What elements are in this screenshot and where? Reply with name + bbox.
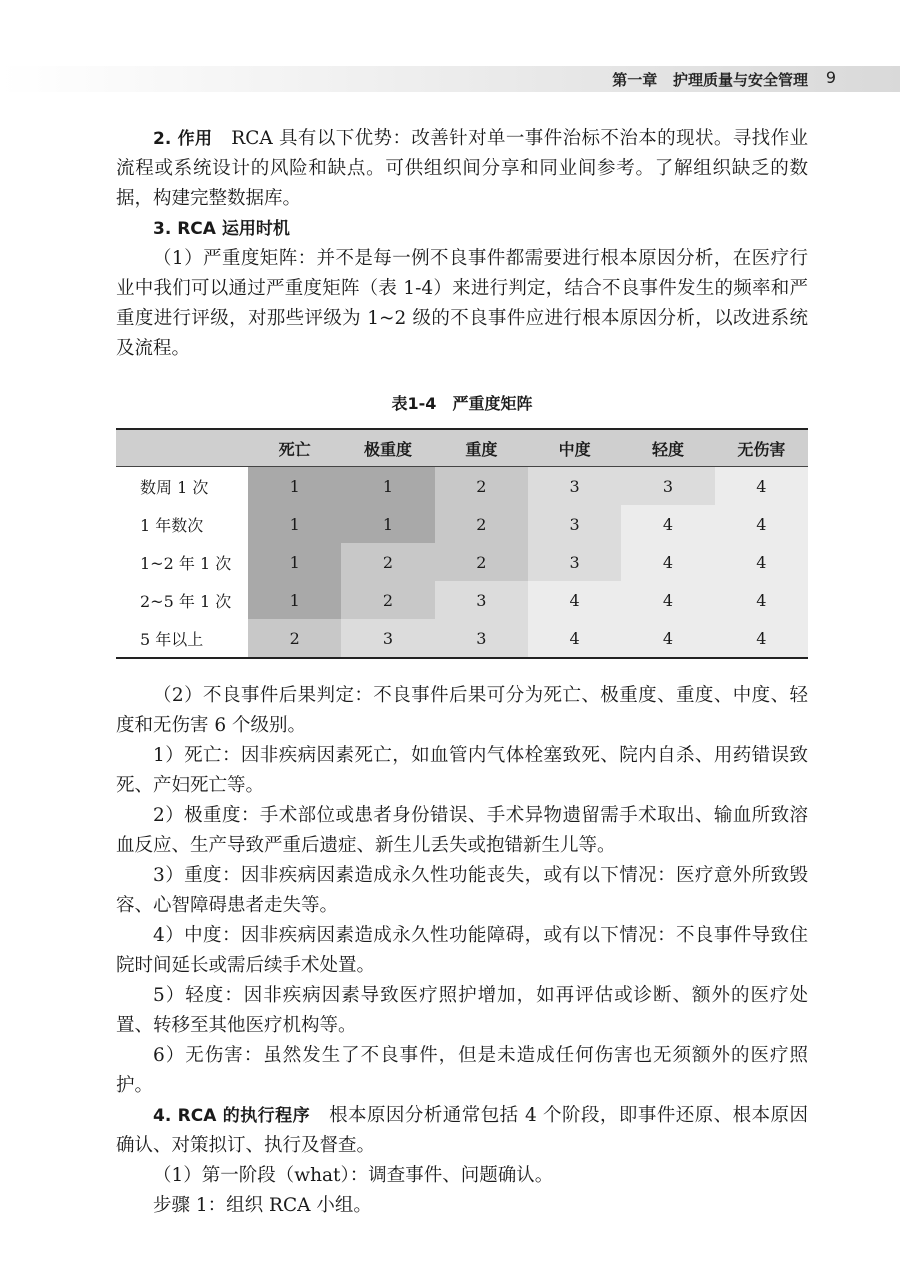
table-corner-cell <box>116 429 248 467</box>
severity-cell: 1 <box>248 581 341 619</box>
running-header <box>612 69 808 90</box>
severity-cell: 3 <box>528 543 621 581</box>
chapter-title: 护理质量与安全管理 <box>672 71 808 89</box>
severity-cell: 4 <box>621 543 714 581</box>
page-body <box>116 124 808 1221</box>
table-header-row <box>116 429 808 467</box>
outcome-item-moderate: 4）中度：因非疾病因素造成永久性功能障碍，或有以下情况：不良事件导致住院时间延长或需后续手术处置。 <box>116 925 808 976</box>
table-row <box>116 581 808 619</box>
section-2-heading: 2. 作用 <box>153 129 213 149</box>
severity-cell: 2 <box>341 543 434 581</box>
column-header: 极重度 <box>363 439 412 459</box>
column-header: 死亡 <box>278 439 311 459</box>
column-header: 重度 <box>465 439 498 459</box>
severity-cell: 1 <box>341 505 434 543</box>
severity-cell: 4 <box>715 505 808 543</box>
page-number: 9 <box>825 68 836 87</box>
severity-cell: 2 <box>435 543 528 581</box>
row-label: 1 年数次 <box>116 505 248 543</box>
outcome-item-severe: 3）重度：因非疾病因素造成永久性功能丧失，或有以下情况：医疗意外所致毁容、心智障碍患者走失等。 <box>116 865 808 916</box>
severity-cell: 4 <box>715 543 808 581</box>
severity-cell: 2 <box>435 467 528 506</box>
severity-cell: 4 <box>528 581 621 619</box>
column-header: 无伤害 <box>737 439 786 459</box>
section-2-text: RCA 具有以下优势：改善针对单一事件治标不治本的现状。寻找作业流程或系统设计的风险和缺点。可供组织间分享和同业间参考。了解组织缺乏的数据，构建完整数据库。 <box>116 128 808 209</box>
severity-cell: 4 <box>715 619 808 658</box>
table-row <box>116 543 808 581</box>
severity-cell: 4 <box>715 581 808 619</box>
column-header: 中度 <box>558 439 591 459</box>
row-label: 1~2 年 1 次 <box>116 543 248 581</box>
section-3-heading: 3. RCA 运用时机 <box>153 219 290 239</box>
step-1-line: 步骤 1：组织 RCA 小组。 <box>153 1195 372 1216</box>
chapter-label: 第一章 <box>612 71 658 89</box>
column-header: 轻度 <box>651 439 684 459</box>
severity-cell: 3 <box>435 581 528 619</box>
severity-cell: 3 <box>341 619 434 658</box>
severity-cell: 4 <box>528 619 621 658</box>
severity-cell: 4 <box>715 467 808 506</box>
severity-cell: 3 <box>621 467 714 506</box>
severity-cell: 1 <box>341 467 434 506</box>
severity-cell: 1 <box>248 543 341 581</box>
severity-matrix-table <box>116 428 808 659</box>
severity-cell: 4 <box>621 505 714 543</box>
section-4-paragraph <box>116 1101 808 1161</box>
severity-cell: 1 <box>248 467 341 506</box>
section-2-paragraph <box>116 124 808 214</box>
phase-1-line: （1）第一阶段（what）：调查事件、问题确认。 <box>153 1165 554 1186</box>
table-caption: 表1-4 严重度矩阵 <box>391 394 533 413</box>
severity-cell: 3 <box>435 619 528 658</box>
severity-cell: 2 <box>435 505 528 543</box>
severity-cell: 3 <box>528 505 621 543</box>
table-row <box>116 619 808 658</box>
outcome-item-extreme: 2）极重度：手术部位或患者身份错误、手术异物遗留需手术取出、输血所致溶血反应、生产导致严重后遗症、新生儿丢失或抱错新生儿等。 <box>116 805 808 856</box>
row-label: 5 年以上 <box>116 619 248 658</box>
section-3-paragraph-1: （1）严重度矩阵：并不是每一例不良事件都需要进行根本原因分析，在医疗行业中我们可以通过严重度矩阵（表 1-4）来进行判定，结合不良事件发生的频率和严重度进行评级，对那些评级为 1~2 级的不良事件应进行根本原因分析，以改进系统及流程。 <box>116 248 808 359</box>
row-label: 2~5 年 1 次 <box>116 581 248 619</box>
section-4-text: 根本原因分析通常包括 4 个阶段，即事件还原、根本原因确认、对策拟订、执行及督查。 <box>116 1105 808 1156</box>
severity-cell: 4 <box>621 619 714 658</box>
section-3-heading-line <box>116 214 808 244</box>
outcome-item-death: 1）死亡：因非疾病因素死亡，如血管内气体栓塞致死、院内自杀、用药错误致死、产妇死亡等。 <box>116 745 808 796</box>
outcome-paragraph: （2）不良事件后果判定：不良事件后果可分为死亡、极重度、重度、中度、轻度和无伤害 6 个级别。 <box>116 685 808 736</box>
row-label: 数周 1 次 <box>116 467 248 506</box>
severity-cell: 2 <box>248 619 341 658</box>
outcome-item-mild: 5）轻度：因非疾病因素导致医疗照护增加，如再评估或诊断、额外的医疗处置、转移至其他医疗机构等。 <box>116 985 808 1036</box>
severity-cell: 4 <box>621 581 714 619</box>
severity-cell: 1 <box>248 505 341 543</box>
section-4-heading: 4. RCA 的执行程序 <box>153 1106 311 1126</box>
table-row <box>116 467 808 506</box>
table-row <box>116 505 808 543</box>
severity-cell: 2 <box>341 581 434 619</box>
severity-cell: 3 <box>528 467 621 506</box>
outcome-item-none: 6）无伤害：虽然发生了不良事件，但是未造成任何伤害也无须额外的医疗照护。 <box>116 1045 808 1096</box>
